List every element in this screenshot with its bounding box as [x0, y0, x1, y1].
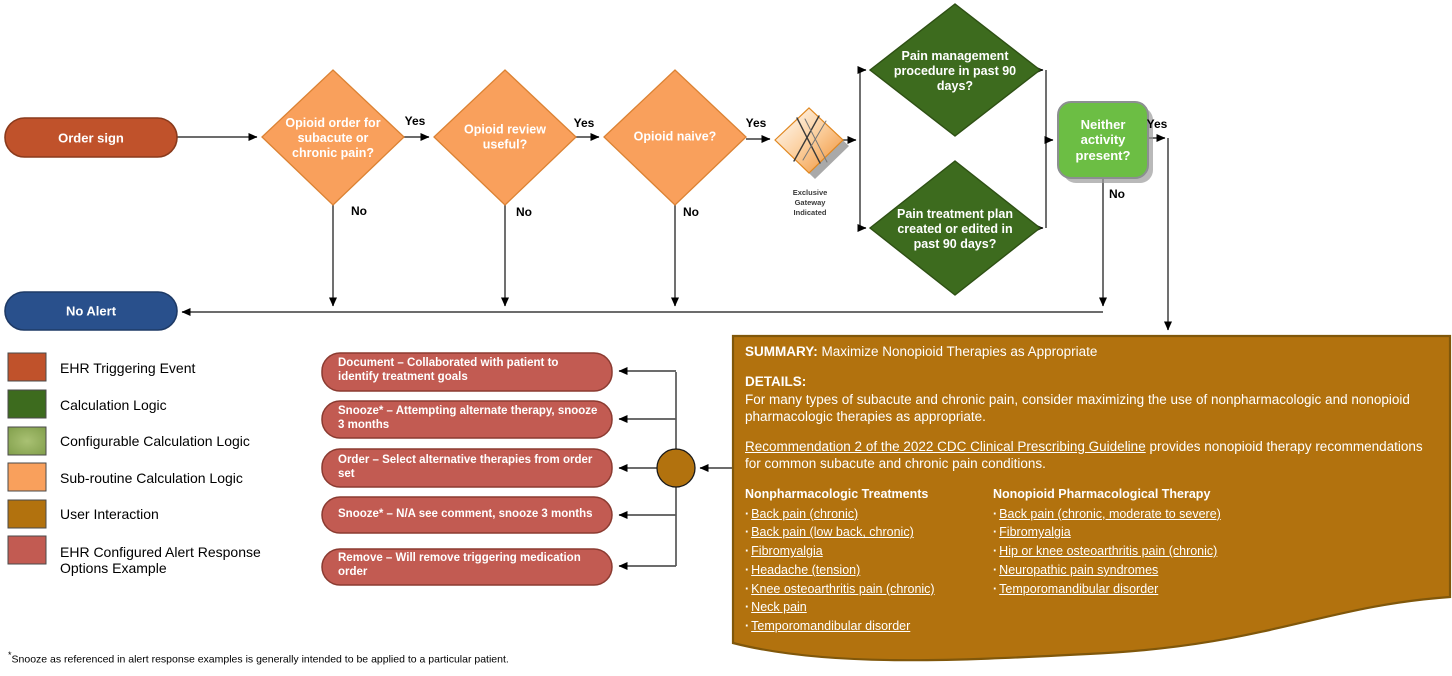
nonopioid-pharma-column — [993, 486, 1438, 636]
cdc-guideline-link[interactable]: Recommendation 2 of the 2022 CDC Clinical Prescribing Guideline — [745, 439, 1146, 455]
link-neck-pain[interactable]: Neck pain — [751, 600, 807, 615]
user-interaction-circle — [657, 449, 695, 487]
legend-item-calculation-logic: Calculation Logic — [60, 396, 167, 413]
list-item — [993, 542, 1438, 561]
recommendation-block — [745, 438, 1438, 473]
details-text: For many types of subacute and chronic pain, consider maximizing the use of nonpharmacologic and nonopioid pharmacologic therapies as appropriate. — [745, 391, 1410, 424]
legend-swatch-calc — [8, 390, 46, 418]
summary-panel — [733, 336, 1450, 636]
legend-swatch-subroutine — [8, 463, 46, 491]
list-item — [745, 598, 993, 617]
link-temporomandibular-1[interactable]: Temporomandibular disorder — [751, 619, 911, 634]
link-fibromyalgia-2[interactable]: Fibromyalgia — [999, 525, 1071, 540]
legend-item-ehr-triggering-event: EHR Triggering Event — [60, 359, 196, 376]
list-item — [745, 561, 993, 580]
nonopioid-pharma-header: Nonopioid Pharmacological Therapy — [993, 486, 1211, 501]
start-pill-label: Order sign — [58, 130, 124, 146]
link-temporomandibular-2[interactable]: Temporomandibular disorder — [999, 581, 1159, 596]
summary-label: SUMMARY: — [745, 344, 818, 359]
decision-2-label: Opioid review useful? — [464, 122, 546, 151]
response-option-snooze-1: Snooze* – Attempting alternate therapy, snooze 3 months — [338, 405, 598, 431]
list-item — [745, 580, 993, 599]
legend-swatch-user — [8, 500, 46, 528]
edge-label-yes-3: Yes — [745, 116, 767, 130]
link-neuropathic-pain[interactable]: Neuropathic pain syndromes — [999, 562, 1159, 577]
response-option-snooze-2: Snooze* – N/A see comment, snooze 3 months — [338, 508, 593, 521]
legend-swatches — [8, 353, 46, 564]
response-option-order: Order – Select alternative therapies from order set — [338, 454, 593, 480]
link-knee-osteoarthritis[interactable]: Knee osteoarthritis pain (chronic) — [751, 581, 935, 596]
details-block — [745, 373, 1438, 425]
nonpharmacologic-header: Nonpharmacologic Treatments — [745, 486, 929, 501]
summary-line — [745, 343, 1438, 360]
snooze-footnote — [8, 650, 509, 666]
details-label: DETAILS: — [745, 374, 807, 390]
link-hip-knee-osteoarthritis[interactable]: Hip or knee osteoarthritis pain (chronic) — [999, 544, 1218, 559]
neither-activity-label: Neither activity present? — [1075, 117, 1131, 163]
link-fibromyalgia[interactable]: Fibromyalgia — [751, 544, 823, 559]
edge-label-no-2: No — [516, 205, 532, 219]
edge-label-yes-1: Yes — [404, 114, 426, 128]
edge-label-yes-4: Yes — [1146, 117, 1168, 131]
no-alert-pill-label: No Alert — [65, 303, 117, 319]
summary-text: Maximize Nonopioid Therapies as Appropriate — [817, 344, 1098, 359]
legend-swatch-config — [8, 427, 46, 455]
edge-label-no-1: No — [351, 204, 367, 218]
list-item — [993, 580, 1438, 599]
edge-label-no-3: No — [683, 205, 699, 219]
list-item — [993, 561, 1438, 580]
legend-swatch-ehr — [8, 353, 46, 381]
nonpharmacologic-column — [745, 486, 993, 636]
link-headache-tension[interactable]: Headache (tension) — [751, 562, 861, 577]
decision-4-label: Pain management procedure in past 90 days? — [893, 48, 1017, 93]
footnote-marker: * — [8, 650, 12, 660]
legend-item-alert-response-options: EHR Configured Alert Response Options Example — [60, 543, 261, 576]
edge-label-no-4: No — [1109, 187, 1125, 201]
decision-5-label: Pain treatment plan created or edited in past 90 days? — [897, 206, 1013, 251]
list-item — [993, 505, 1438, 524]
response-option-document: Document – Collaborated with patient to identify treatment goals — [338, 357, 559, 383]
legend-item-user-interaction: User Interaction — [60, 505, 159, 522]
legend-item-subroutine-calculation-logic: Sub-routine Calculation Logic — [60, 469, 243, 486]
recommendation-rest: provides nonopioid therapy recommendations for common subacute and chronic pain conditions. — [745, 439, 1423, 472]
list-item — [745, 617, 993, 636]
link-back-pain-low-back[interactable]: Back pain (low back, chronic) — [751, 525, 914, 540]
list-item — [745, 542, 993, 561]
gateway-caption: Exclusive Gateway Indicated — [792, 187, 828, 218]
legend-swatch-response — [8, 536, 46, 564]
decision-3-label: Opioid naive? — [633, 129, 717, 144]
link-back-pain-chronic[interactable]: Back pain (chronic) — [751, 506, 859, 521]
legend-item-configurable-calculation-logic: Configurable Calculation Logic — [60, 432, 250, 449]
therapy-columns — [745, 486, 1438, 636]
list-item — [745, 505, 993, 524]
list-item — [993, 523, 1438, 542]
response-option-remove: Remove – Will remove triggering medication order — [338, 552, 581, 578]
edge-label-yes-2: Yes — [573, 116, 595, 130]
footnote-text: Snooze as referenced in alert response examples is generally intended to be applied to a particular patient. — [11, 653, 509, 666]
link-back-pain-moderate-severe[interactable]: Back pain (chronic, moderate to severe) — [999, 506, 1221, 521]
list-item — [745, 523, 993, 542]
decision-1-label: Opioid order for subacute or chronic pain? — [285, 115, 381, 160]
